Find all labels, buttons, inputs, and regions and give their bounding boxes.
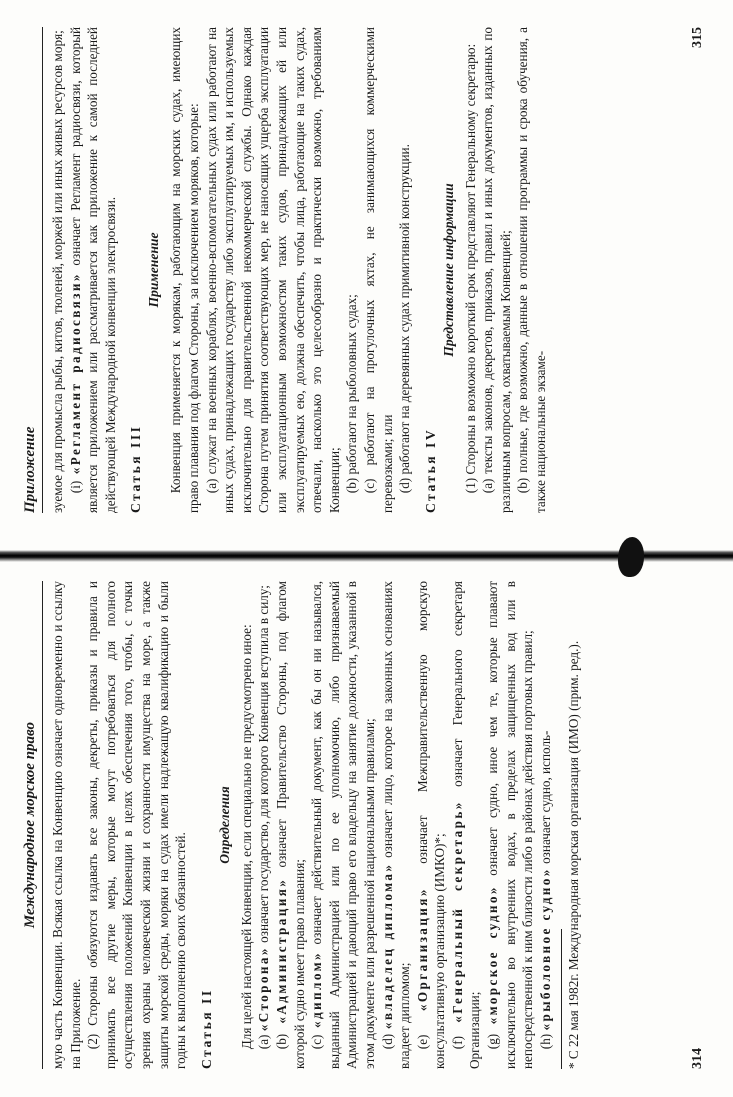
page-number-left: 314 — [690, 1048, 705, 1069]
def-b-text: означает Правительство Стороны, под флагом которой судно имеет право плавания; — [273, 581, 307, 1069]
def-f-text: означает Генерального секретаря Организации; — [449, 581, 483, 1069]
article-2-title: Статья II — [198, 988, 214, 1069]
article-4-subtitle: Представление информации — [440, 183, 456, 357]
running-head-left: Международное морское право — [22, 581, 43, 1069]
def-g-term: «морское судно» — [485, 885, 501, 1025]
info-clause-1b: (b) полные, где возможно, данные в отношении программы и срока обучения, а также национальные экзаме- — [515, 27, 549, 513]
application-item-b: (b) работают на рыболовных судах; — [344, 294, 360, 494]
footnote: * С 22 мая 1982г. Международная морская организация (ИМО) (прим. ред.). — [566, 640, 582, 1069]
def-g-text: означает судно, иное чем те, которые плавают исключительно во внутренних водах, в пределах защищенных вод или в непосредственной к ним близости либо в районах действия портовых правил; — [485, 581, 536, 1069]
article-3-subtitle: Применение — [146, 232, 162, 308]
application-item-d: (d) работают на деревянных судах примитивной конструкции. — [397, 144, 413, 494]
definition-g: (g) «морское судно» означает судно, иное чем те, которые плавают исключительно во внутренних водах, в пределах защищенных вод или в непосредственной к ним близости либо в районах действия портовых правил; — [485, 581, 536, 1069]
application-intro: Конвенция применяется к морякам, работающим на морских судах, имеющих право плавания под флагом Стороны, за исключением моряков, которые: — [168, 27, 201, 513]
definition-d: (d) «владелец диплома» означает лицо, которое на законных основаниях владеет дипломом; — [379, 581, 413, 1069]
def-h-text: означает судно, исполь- — [537, 730, 553, 864]
spine-ink-blot — [618, 537, 644, 577]
paragraph-continuation-right: зуемое для промысла рыбы, китов, тюленей, моржей или иных живых ресурсов моря; — [50, 30, 65, 513]
def-a-term: «Сторона» — [256, 946, 272, 1032]
info-clause-1: (1) Стороны в возможно короткий срок представляют Генеральному секретарю: — [462, 43, 478, 494]
definition-c: (c) «диплом» означает действительный документ, как бы он ни назывался, выданный Администрацией или по ее уполномочию, либо признаваемый Администрацией и дающий право его владельцу на занятие должности, указанной в этом документе или разрешенной национальными правилами; — [309, 581, 377, 1069]
article-2-subtitle: Определения — [216, 786, 232, 864]
page-314 — [22, 581, 712, 1069]
def-c-term: «диплом» — [309, 951, 325, 1029]
page-number-right: 315 — [690, 27, 705, 48]
def-f-term: «Генеральный секретарь» — [449, 800, 465, 1023]
def-e-text: означает Межправительственную морскую консультативную организацию (ИМКО)*; — [414, 581, 448, 1069]
def-h-term: «рыболовное судно» — [537, 867, 553, 1031]
page-315 — [22, 27, 712, 513]
definitions-intro: Для целей настоящей Конвенции, если специально не предусмотрено иное: — [238, 624, 254, 1050]
def-d-term: «владелец диплома» — [379, 862, 395, 1030]
definition-i: (i) «Регламент радиосвязи» означает Регламент радиосвязи, который является приложением или рассматривается как приложение к самой последней действующей Международной конвенции электросвязи. — [67, 27, 118, 513]
def-i-term: «Регламент радиосвязи» — [67, 272, 83, 475]
definition-h: (h) «рыболовное судно» означает судно, исполь- — [537, 730, 553, 1050]
running-head-right: Приложение — [22, 27, 43, 513]
definition-f: (f) «Генеральный секретарь» означает Генерального секретаря Организации; — [449, 581, 483, 1069]
definition-a: (a) «Сторона» означает государство, для которого Конвенция вступила в силу; — [256, 585, 272, 1050]
application-item-a: (a) служат на военных кораблях, военно-вспомогательных судах или работают на иных судах, принадлежащих государству либо эксплуатируемых им, и используемых исключительно для правительственной некоммерческой службы. Однако каждая Сторона путем принятия соответствующих мер, не наносящих ущерба эксплуатации или эксплуатационным возможностям таких судов, принадлежащих ей или эксплуатируемых ею, должна обеспечить, чтобы лица, работающие на таких судах, отвечали, насколько это целесообразно и практически возможно, требованиям Конвенции; — [203, 27, 342, 513]
footnote-rule — [561, 929, 562, 1069]
paragraph-clause-2: (2) Стороны обязуются издавать все законы, декреты, приказы и правила и принимать все другие меры, которые могут потребоваться для полного осуществления положений Конвенции в целях обеспечения того, чтобы, с точки зрения охраны человеческой жизни и сохранности имущества на море, а также защиты морской среды, моряки на судах имели надлежащую квалификацию и были годны к выполнению своих обязанностей. — [85, 581, 189, 1069]
def-e-term: «Организация» — [414, 887, 430, 1012]
info-clause-1a: (a) тексты законов, декретов, приказов, правил и иных документов, изданных по различным вопросам, охватываемым Конвенцией; — [480, 27, 513, 513]
article-4-title: Статья IV — [422, 427, 438, 513]
def-d-text: означает лицо, которое на законных основаниях владеет дипломом; — [379, 581, 413, 1069]
paragraph-continuation: мую часть Конвенции. Всякая ссылка на Конвенцию означает одновременно и ссылку на Приложение. — [50, 581, 83, 1069]
definition-e: (e) «Организация» означает Межправительственную морскую консультативную организацию (ИМКО)*; — [414, 581, 448, 1069]
page-body-right — [49, 27, 689, 513]
page-body-left — [49, 581, 689, 1069]
article-3-title: Статья III — [128, 424, 144, 513]
definition-b: (b) «Администрация» означает Правительство Стороны, под флагом которой судно имеет право плавания; — [273, 581, 307, 1069]
def-b-term: «Администрация» — [273, 877, 289, 1024]
def-i-text: означает Регламент радиосвязи, который является приложением или рассматривается как приложение к самой последней действующей Международной конвенции электросвязи. — [67, 27, 118, 513]
def-c-text: означает действительный документ, как бы он ни назывался, выданный Администрацией или по ее уполномочию, либо признаваемый Администрацией и дающий право его владельцу на занятие должности, указанной в этом документе или разрешенной национальными правилами; — [309, 581, 377, 1069]
def-a-text: означает государство, для которого Конвенция вступила в силу; — [256, 585, 272, 943]
application-item-c: (c) работают на прогулочных яхтах, не занимающихся коммерческими перевозками; или — [361, 27, 395, 513]
